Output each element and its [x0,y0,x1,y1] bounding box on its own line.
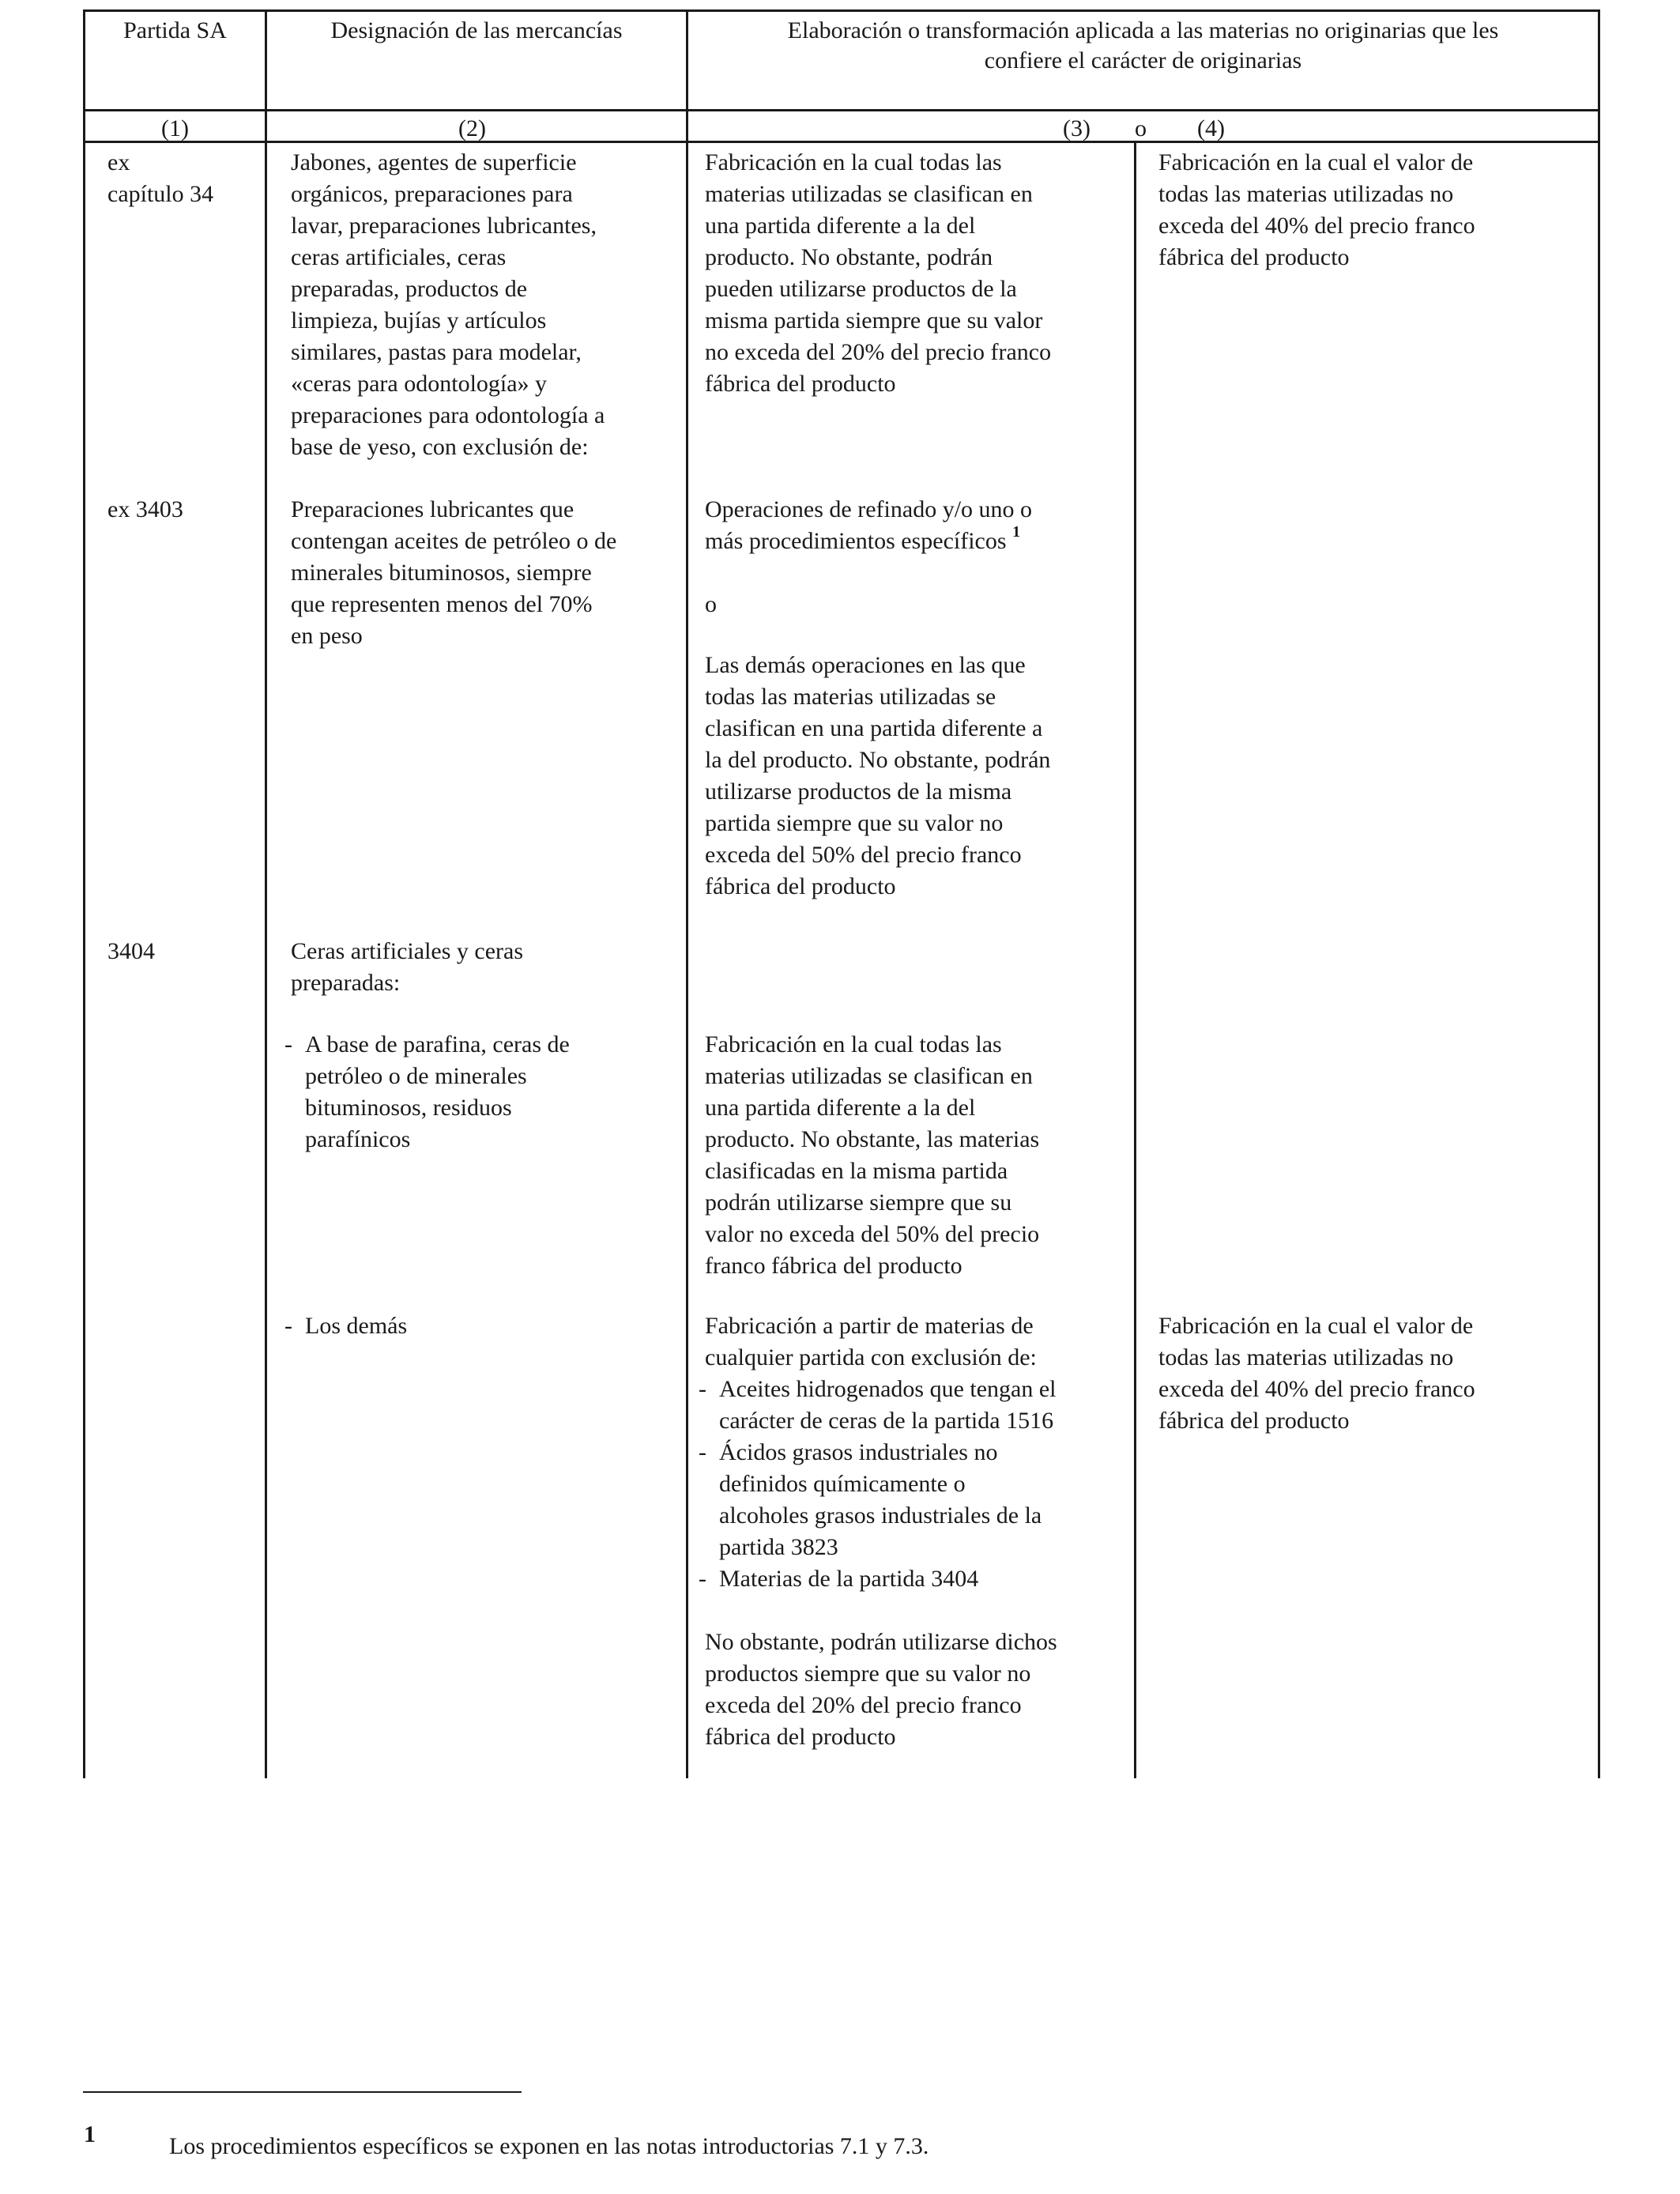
column-divider-1 [265,9,267,1778]
row-ex3403-col3-a-line1: Operaciones de refinado y/o uno o [705,496,1033,522]
row-3404-designacion: Ceras artificiales y ceras preparadas: [291,938,524,996]
row-ex3403-col3-b: Las demás operaciones en las que todas las materias utilizadas se clasifican en una partida diferente a la del producto. No obstante, podrán utilizarse productos de la misma partida siempre que su valor no exceda del 50% del precio franco fábrica del producto [705,652,1051,899]
list-dash: - [284,1313,292,1339]
table-left-border [83,9,85,1778]
row-ex-cap34-designacion: Jabones, agentes de superficie orgánicos, preparaciones para lavar, preparaciones lubricantes, ceras artificiales, ceras preparadas, productos de limpieza, bujías y artículos similares, pastas para modelar, «ceras para odontología» y preparaciones para odontología a base de yeso, con exclusión de: [291,149,605,460]
row-ex3403-col3-or: o [705,591,717,617]
exclusion-item-3-text: Materias de la partida 3404 [719,1566,979,1592]
row-ex3403-partida: ex 3403 [107,496,183,522]
row-3404-sub2-col4: Fabricación en la cual el valor de todas las materias utilizadas no exceda del 40% del precio franco fábrica del producto [1158,1313,1475,1434]
header-partida-sa: Partida SA [123,17,227,43]
footnote-text: Los procedimientos específicos se exponen en las notas introductorias 7.1 y 7.3. [169,2133,929,2159]
column-number-1: (1) [161,115,189,141]
row-3404-sub1-designacion-text: A base de parafina, ceras de petróleo o de minerales bituminosos, residuos parafínicos [305,1031,570,1152]
row-ex3403-col3-a-line2-text: más procedimientos específicos [705,528,1007,554]
row-ex3403-designacion: Preparaciones lubricantes que contengan aceites de petróleo o de minerales bituminosos, siempre que representen menos del 70% en peso [291,496,617,649]
row-ex3403-col3-a-line2 [705,523,1021,557]
column-number-3: (3) [1063,115,1090,141]
table-top-border [83,9,1600,12]
row-ex-cap34-partida: ex capítulo 34 [107,149,214,207]
exclusion-item-1-text: Aceites hidrogenados que tengan el carácter de ceras de la partida 1516 [719,1376,1057,1434]
footnote-separator [83,2091,522,2093]
row-ex-cap34-col3: Fabricación en la cual todas las materias utilizadas se clasifican en una partida diferente a la del producto. No obstante, podrán pueden utilizarse productos de la misma partida siempre que su valor no exceda del 20% del precio franco fábrica del producto [705,149,1052,397]
list-dash: - [699,1566,706,1592]
exclusion-item-2 [699,1437,1125,1563]
column-number-4: (4) [1197,115,1225,141]
footnote-mark: 1 [84,2121,96,2147]
header-elaboracion: Elaboración o transformación aplicada a las materias no originarias que les confiere el carácter de originarias [787,17,1499,74]
column-divider-2 [686,9,688,1778]
exclusion-item-3 [699,1563,1125,1595]
list-dash: - [699,1376,706,1402]
exclusion-item-2-text: Ácidos grasos industriales no definidos químicamente o alcoholes grasos industriales de la partida 3823 [719,1439,1042,1560]
column-number-or: o [1135,115,1147,141]
header-divider [83,109,1600,111]
table-right-border [1598,9,1600,1778]
row-3404-sub1-col3: Fabricación en la cual todas las materias utilizadas se clasifican en una partida diferente a la del producto. No obstante, las materias clasificadas en la misma partida podrán utilizarse siempre que su valor no exceda del 50% del precio franco fábrica del producto [705,1031,1040,1279]
column-number-2: (2) [458,115,486,141]
row-3404-sub2-col3-outro: No obstante, podrán utilizarse dichos productos siempre que su valor no exceda del 20% del precio franco fábrica del producto [705,1629,1057,1750]
list-dash: - [699,1439,706,1465]
row-3404-sub2-designacion-text: Los demás [305,1313,408,1339]
row-3404-sub2-col3-intro: Fabricación a partir de materias de cualquier partida con exclusión de: [705,1313,1037,1370]
header-designacion: Designación de las mercancías [330,17,623,43]
exclusion-item-1 [699,1374,1125,1437]
row-3404-partida: 3404 [107,938,155,964]
row-3404-sub1-designacion [284,1029,680,1163]
list-dash: - [284,1031,292,1057]
footnote-reference: 1 [1012,523,1021,541]
column-numbers-divider [83,141,1600,143]
row-3404-sub2-designacion [284,1310,680,1342]
column-divider-3 [1134,141,1136,1778]
row-ex-cap34-col4: Fabricación en la cual el valor de todas las materias utilizadas no exceda del 40% del precio franco fábrica del producto [1158,149,1475,270]
